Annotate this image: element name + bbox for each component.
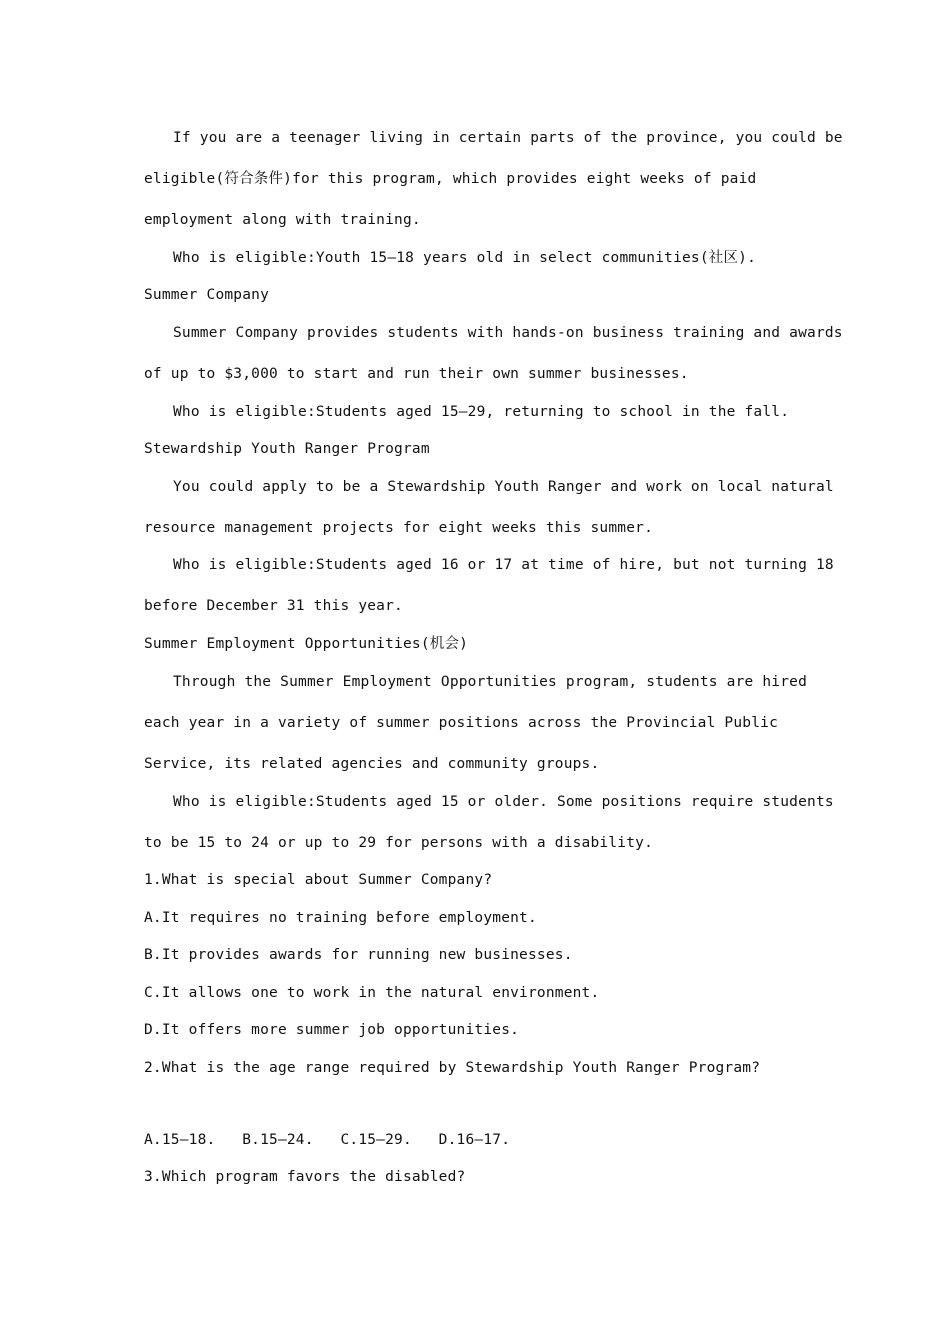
ranger-eligible-1: Who is eligible:Students aged 16 or 17 at time of hire, but not turning 18 — [173, 557, 834, 573]
question-1: 1.What is special about Summer Company? — [144, 872, 493, 888]
intro-line-1: If you are a teenager living in certain parts of the province, you could be — [173, 130, 843, 146]
intro-eligible: Who is eligible:Youth 15—18 years old in select communities(社区). — [173, 250, 757, 266]
seo-heading: Summer Employment Opportunities(机会) — [144, 636, 469, 652]
ranger-line-1: You could apply to be a Stewardship Youth Ranger and work on local natural — [173, 479, 834, 495]
question-2-options: A.15—18. B.15—24. C.15—29. D.16—17. — [144, 1132, 511, 1148]
ranger-heading: Stewardship Youth Ranger Program — [144, 441, 430, 457]
question-2: 2.What is the age range required by Stewardship Youth Ranger Program? — [144, 1060, 761, 1076]
summer-company-heading: Summer Company — [144, 287, 270, 303]
summer-company-line-2: of up to $3,000 to start and run their own summer businesses. — [144, 366, 689, 382]
question-1-option-b: B.It provides awards for running new businesses. — [144, 947, 573, 963]
summer-company-line-1: Summer Company provides students with hands-on business training and awards — [173, 325, 843, 341]
intro-line-3: employment along with training. — [144, 212, 421, 228]
intro-line-2: eligible(符合条件)for this program, which provides eight weeks of paid — [144, 171, 757, 187]
seo-eligible-1: Who is eligible:Students aged 15 or older. Some positions require students — [173, 794, 834, 810]
ranger-eligible-2: before December 31 this year. — [144, 598, 403, 614]
seo-line-1: Through the Summer Employment Opportunities program, students are hired — [173, 674, 808, 690]
question-1-option-c: C.It allows one to work in the natural environment. — [144, 985, 600, 1001]
summer-company-eligible: Who is eligible:Students aged 15—29, returning to school in the fall. — [173, 404, 790, 420]
seo-eligible-2: to be 15 to 24 or up to 29 for persons with a disability. — [144, 835, 653, 851]
question-1-option-a: A.It requires no training before employment. — [144, 910, 537, 926]
ranger-line-2: resource management projects for eight weeks this summer. — [144, 520, 653, 536]
seo-line-3: Service, its related agencies and community groups. — [144, 756, 600, 772]
question-1-option-d: D.It offers more summer job opportunities. — [144, 1022, 520, 1038]
question-3: 3.Which program favors the disabled? — [144, 1169, 466, 1185]
seo-line-2: each year in a variety of summer positions across the Provincial Public — [144, 715, 779, 731]
